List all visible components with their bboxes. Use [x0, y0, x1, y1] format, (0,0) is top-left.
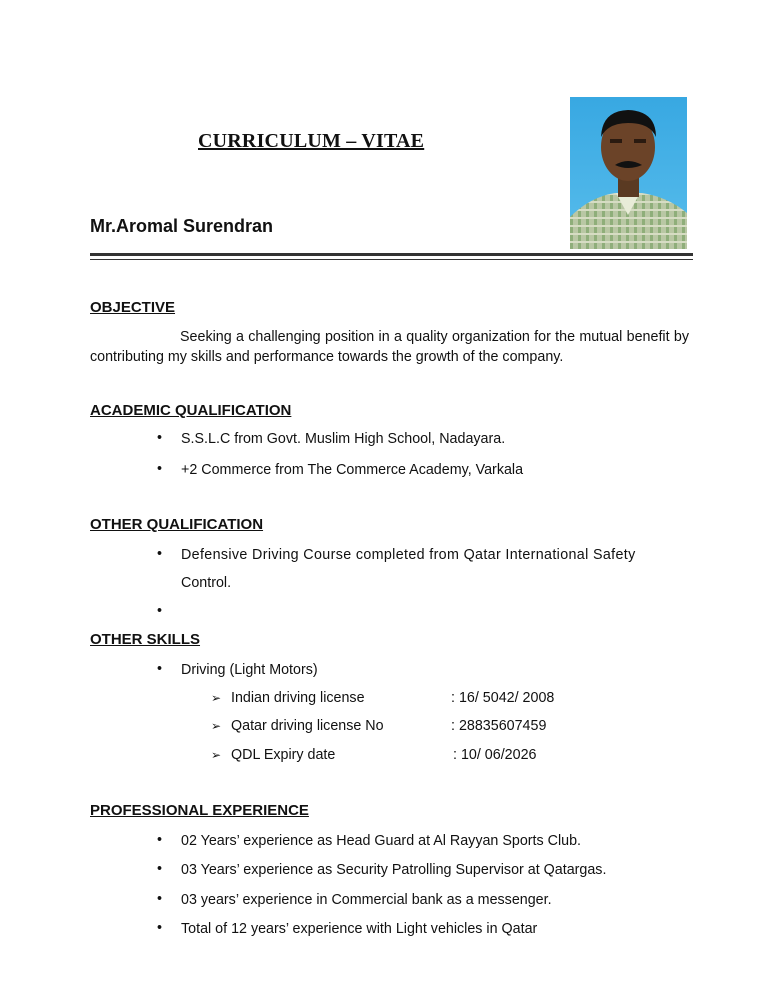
academic-item: +2 Commerce from The Commerce Academy, Varkala — [181, 462, 524, 478]
bullet-icon: • — [157, 891, 163, 907]
arrow-bullet-icon: ➢ — [211, 691, 222, 705]
skill-detail-value: : 16/ 5042/ 2008 — [451, 690, 555, 706]
bullet-icon: • — [157, 832, 163, 848]
bullet-icon: • — [157, 430, 163, 446]
skill-item: Driving (Light Motors) — [181, 662, 318, 678]
skill-detail-label: Indian driving license — [231, 690, 365, 706]
document-title: CURRICULUM – VITAE — [198, 130, 425, 152]
arrow-bullet-icon: ➢ — [211, 719, 222, 733]
skill-detail-label: Qatar driving license No — [231, 718, 384, 734]
other-qualification-heading: OTHER QUALIFICATION — [90, 516, 264, 533]
objective-paragraph — [90, 327, 689, 367]
header-divider-thick — [90, 253, 693, 256]
experience-item: 03 years’ experience in Commercial bank as a messenger. — [181, 892, 552, 908]
arrow-bullet-icon: ➢ — [211, 748, 222, 762]
experience-item: 02 Years’ experience as Head Guard at Al Rayyan Sports Club. — [181, 833, 582, 849]
bullet-icon: • — [157, 461, 163, 477]
experience-item: 03 Years’ experience as Security Patrolling Supervisor at Qatargas. — [181, 862, 607, 878]
bullet-icon: • — [157, 661, 163, 677]
other-skills-heading: OTHER SKILLS — [90, 631, 201, 648]
experience-heading: PROFESSIONAL EXPERIENCE — [90, 802, 309, 819]
header-divider-thin — [90, 259, 693, 260]
academic-heading: ACADEMIC QUALIFICATION — [90, 402, 292, 419]
objective-text: Seeking a challenging position in a quality organization for the mutual benefit by contributing my skills and performance towards the growth of the company. — [90, 329, 689, 365]
candidate-name: Mr.Aromal Surendran — [90, 216, 274, 236]
profile-photo — [570, 97, 687, 249]
skill-detail-value: : 28835607459 — [451, 718, 547, 734]
skill-detail-value: : 10/ 06/2026 — [453, 747, 537, 763]
objective-heading: OBJECTIVE — [90, 299, 176, 316]
bullet-icon: • — [157, 546, 163, 562]
bullet-icon: • — [157, 920, 163, 936]
bullet-icon: • — [157, 861, 163, 877]
experience-item: Total of 12 years’ experience with Light vehicles in Qatar — [181, 921, 538, 937]
other-qualification-item: Defensive Driving Course completed from Qatar International Safety — [181, 547, 636, 563]
bullet-icon: • — [157, 603, 163, 619]
other-qualification-item-continued: Control. — [181, 575, 232, 591]
skill-detail-label: QDL Expiry date — [231, 747, 336, 763]
academic-item: S.S.L.C from Govt. Muslim High School, Nadayara. — [181, 431, 506, 447]
